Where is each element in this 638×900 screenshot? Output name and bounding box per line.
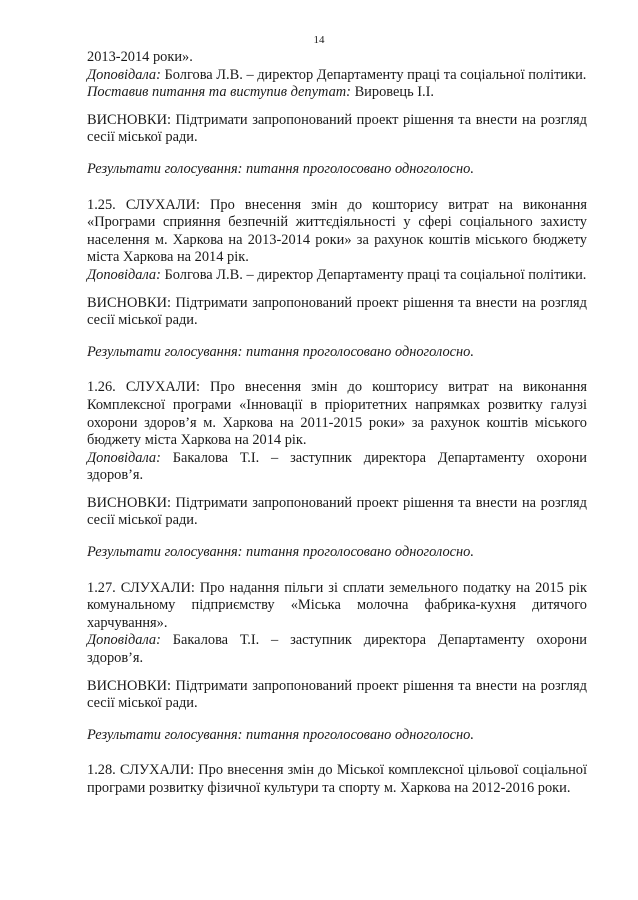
- reporter-line: [87, 450, 587, 485]
- continuation-text: 2013-2014 роки».: [87, 49, 193, 65]
- question-text: Вировець І.І.: [354, 84, 435, 101]
- document-body: [87, 49, 587, 798]
- question-line: [87, 84, 587, 102]
- conclusion-text: ВИСНОВКИ: Підтримати запропонований проект рішення та внести на розгляд сесії міської ради.: [87, 111, 587, 146]
- conclusion-text: ВИСНОВКИ: Підтримати запропонований проект рішення та внести на розгляд сесії міської ради.: [87, 677, 587, 712]
- reporter-text: Бакалова Т.І. – заступник директора Департаменту охорони здоров’я.: [87, 449, 587, 484]
- question-label: Поставив питання та виступив депутат:: [87, 84, 351, 101]
- heard-item-1-28: 1.28. СЛУХАЛИ: Про внесення змін до Міської комплексної цільової соціальної програми розвитку фізичної культури та спорту м. Харкова на 2012-2016 роки.: [87, 762, 587, 796]
- heard-item-1-26: 1.26. СЛУХАЛИ: Про внесення змін до кошторису витрат на виконання Комплексної програми «Інновації в пріоритетних напрямках розвитку галузі охорони здоров’я м. Харкова на 2011-2015 роки» за рахунок коштів міського бюджету міста Харкова на 2014 рік.: [87, 379, 587, 449]
- reporter-line: [87, 267, 587, 285]
- reporter-label: Доповідала:: [87, 266, 161, 283]
- reporter-label: Доповідала:: [87, 66, 161, 83]
- reporter-text: Болгова Л.В. – директор Департаменту праці та соціальної політики.: [164, 66, 587, 83]
- reporter-line: [87, 67, 587, 85]
- vote-result: Результати голосування: питання проголосовано одноголосно.: [87, 544, 474, 561]
- reporter-text: Бакалова Т.І. – заступник директора Департаменту охорони здоров’я.: [87, 632, 587, 667]
- page-number: 14: [313, 34, 325, 46]
- reporter-label: Доповідала:: [87, 449, 161, 466]
- vote-result: Результати голосування: питання проголосовано одноголосно.: [87, 726, 474, 743]
- heard-item-1-25: 1.25. СЛУХАЛИ: Про внесення змін до кошторису витрат на виконання «Програми сприяння безпечній життєдіяльності у сфері соціального захисту населення м. Харкова на 2013-2014 роки» за рахунок коштів міського бюджету міста Харкова на 2014 рік.: [87, 196, 587, 266]
- reporter-text: Болгова Л.В. – директор Департаменту праці та соціальної політики.: [164, 266, 587, 283]
- reporter-line: [87, 632, 587, 667]
- reporter-label: Доповідала:: [87, 632, 161, 649]
- conclusion-text: ВИСНОВКИ: Підтримати запропонований проект рішення та внести на розгляд сесії міської ради.: [87, 294, 587, 329]
- vote-result: Результати голосування: питання проголосовано одноголосно.: [87, 160, 474, 177]
- conclusion-text: ВИСНОВКИ: Підтримати запропонований проект рішення та внести на розгляд сесії міської ради.: [87, 494, 587, 529]
- vote-result: Результати голосування: питання проголосовано одноголосно.: [87, 343, 474, 360]
- heard-item-1-27: 1.27. СЛУХАЛИ: Про надання пільги зі сплати земельного податку на 2015 рік комунальному підприємству «Міська молочна фабрика-кухня дитячого харчування».: [87, 579, 587, 631]
